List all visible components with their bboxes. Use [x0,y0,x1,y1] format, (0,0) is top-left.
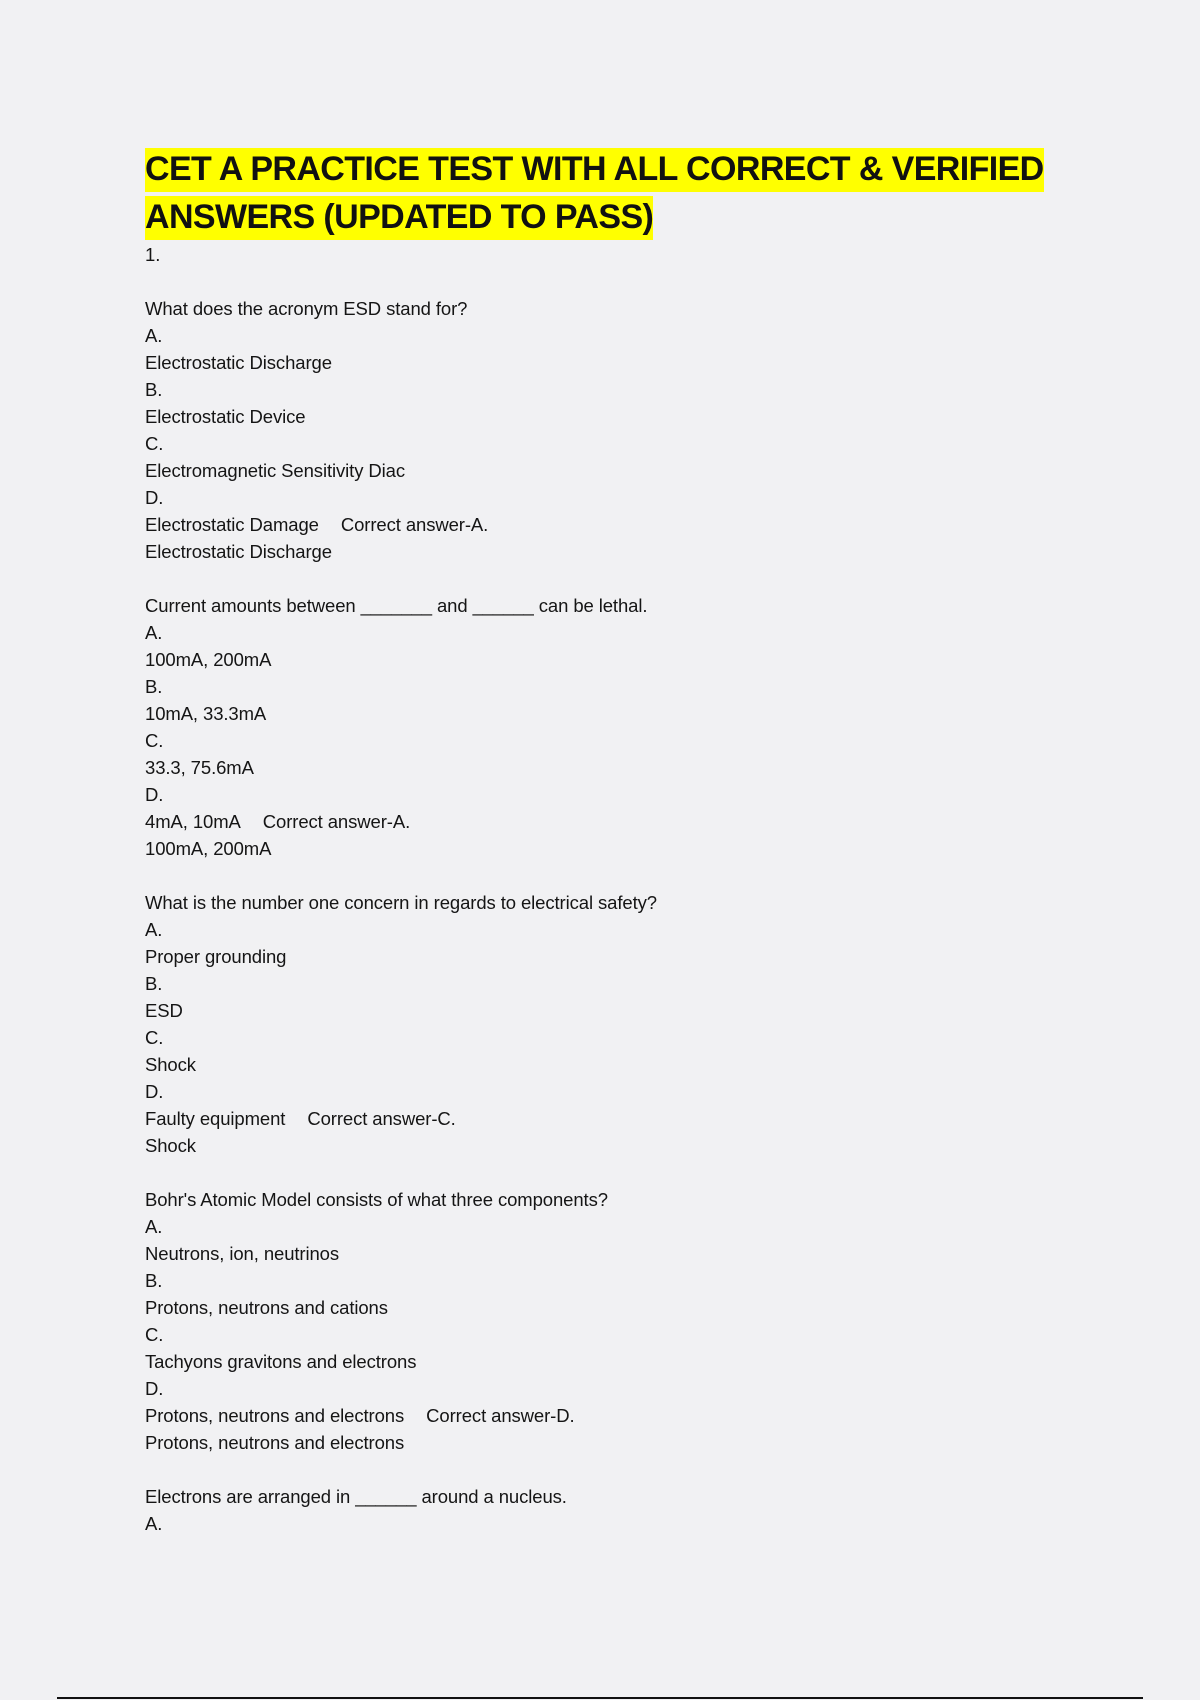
option-text: 4mA, 10mA [145,811,241,832]
option-text: ESD [145,1000,183,1021]
correct-answer-text: Protons, neutrons and electrons [145,1432,405,1453]
option-with-answer [145,1105,1075,1132]
question-text: What does the acronym ESD stand for? [145,298,468,319]
option-letter: C. [145,730,164,751]
option-text: Electrostatic Device [145,406,306,427]
option-text: Electrostatic Damage [145,514,319,535]
option-text: 33.3, 75.6mA [145,757,254,778]
option-letter: B. [145,1270,163,1291]
option-letter: D. [145,1081,164,1102]
correct-answer-text: 100mA, 200mA [145,838,272,859]
option-text: 10mA, 33.3mA [145,703,267,724]
correct-answer-label: Correct answer-A. [262,811,411,832]
option-letter: C. [145,433,164,454]
correct-answer-text: Shock [145,1135,196,1156]
title-line-1: CET A PRACTICE TEST WITH ALL CORRECT & VERIFIED [145,148,1044,192]
document-title [145,145,1075,241]
correct-answer-label: Correct answer-D. [426,1405,575,1426]
option-letter: B. [145,676,163,697]
option-letter: A. [145,325,163,346]
option-text: Shock [145,1054,196,1075]
option-text: Protons, neutrons and cations [145,1297,388,1318]
title-line-2: ANSWERS (UPDATED TO PASS) [145,196,653,240]
option-text: Tachyons gravitons and electrons [145,1351,417,1372]
option-text: Electromagnetic Sensitivity Diac [145,460,406,481]
option-text: Faulty equipment [145,1108,286,1129]
question-number: 1. [145,244,161,265]
option-letter: B. [145,973,163,994]
option-text: 100mA, 200mA [145,649,272,670]
correct-answer-text: Electrostatic Discharge [145,541,332,562]
option-letter: C. [145,1324,164,1345]
option-letter: D. [145,487,164,508]
option-letter: D. [145,784,164,805]
option-letter: A. [145,1216,163,1237]
option-with-answer [145,808,1075,835]
question-text: Bohr's Atomic Model consists of what three components? [145,1189,608,1210]
option-text: Neutrons, ion, neutrinos [145,1243,340,1264]
question-block-2 [145,592,1075,862]
option-letter: A. [145,919,163,940]
option-letter: D. [145,1378,164,1399]
option-letter: A. [145,1513,163,1534]
question-text: Current amounts between _______ and ______ can be lethal. [145,595,648,616]
option-with-answer [145,511,1075,538]
correct-answer-label: Correct answer-A. [340,514,489,535]
option-text: Protons, neutrons and electrons [145,1405,405,1426]
question-block-1 [145,295,1075,565]
question-block-4 [145,1186,1075,1456]
option-text: Electrostatic Discharge [145,352,332,373]
question-text: Electrons are arranged in ______ around a nucleus. [145,1486,567,1507]
option-with-answer [145,1402,1075,1429]
page-bottom-rule [57,1697,1143,1699]
document-content [145,145,1075,1537]
option-letter: C. [145,1027,164,1048]
question-text: What is the number one concern in regards to electrical safety? [145,892,657,913]
question-block-3 [145,889,1075,1159]
option-letter: A. [145,622,163,643]
correct-answer-label: Correct answer-C. [307,1108,456,1129]
option-text: Proper grounding [145,946,287,967]
option-letter: B. [145,379,163,400]
question-block-5 [145,1483,1075,1537]
